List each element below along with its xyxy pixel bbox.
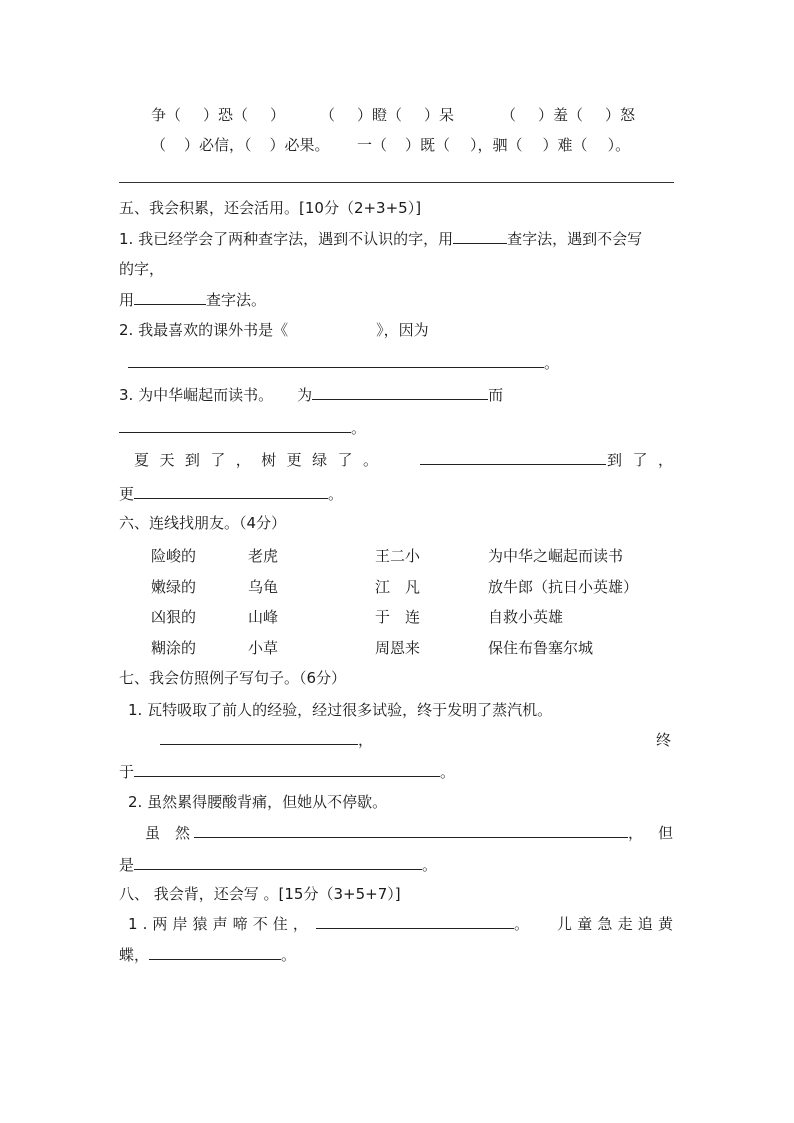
poem-blank-1[interactable] [316, 914, 514, 929]
match-r2-c1[interactable]: 嫩绿的 [151, 578, 197, 596]
match-r4-c3[interactable]: 周恩来 [375, 639, 421, 657]
ex2-dan: 但 [658, 824, 674, 842]
match-r1-c2[interactable]: 老虎 [248, 547, 279, 565]
match-r3-c4[interactable]: 自救小英雄 [488, 608, 564, 626]
q4-blank-1[interactable] [420, 450, 606, 465]
idiom-row-1c: （ ）羞（ ）怒 [501, 106, 636, 124]
q4-blank-2[interactable] [134, 484, 328, 499]
poem-blank-1-wrap: 。 [316, 914, 529, 934]
ex2-line1: ， [194, 823, 643, 843]
q3-blank-2[interactable] [119, 418, 351, 433]
ex1-zhong: 终 [656, 731, 672, 749]
match-r4-c2[interactable]: 小草 [248, 639, 279, 657]
match-r2-c3[interactable]: 江 凡 [375, 578, 421, 596]
q3-line1: 3. 为中华崛起而读书。 为 而 [119, 386, 504, 404]
q2-line2: 。 [128, 353, 559, 373]
ex1-line2: 于 。 [119, 763, 456, 781]
q4-line2: 更 。 [119, 485, 344, 503]
match-r3-c1[interactable]: 凶狠的 [151, 608, 197, 626]
q1-line3: 用 查字法。 [119, 291, 267, 309]
example-1: 1. 瓦特吸取了前人的经验，经过很多试验，终于发明了蒸汽机。 [128, 701, 553, 719]
match-r3-c2[interactable]: 山峰 [248, 608, 279, 626]
match-r1-c4[interactable]: 为中华之崛起而读书 [488, 547, 624, 565]
q2-line1: 2. 我最喜欢的课外书是《 》，因为 [119, 321, 429, 339]
divider-line [119, 182, 674, 183]
ex2-line2: 是 。 [119, 856, 438, 874]
q1-line2: 的字， [119, 260, 165, 278]
match-r3-c3[interactable]: 于 连 [375, 608, 421, 626]
idiom-row-2b: 一（ ）既（ ），驷（ ）难（ ）。 [357, 136, 631, 154]
q3-blank-1[interactable] [312, 385, 488, 400]
ex2-blank-1[interactable] [194, 823, 628, 838]
ex1-blank-1[interactable] [160, 730, 358, 745]
poem-line-1: 1 . 两 岸 猿 声 啼 不 住 ， [128, 915, 308, 933]
q1-blank-1[interactable] [453, 229, 507, 244]
idiom-row-1b: （ ）瞪（ ）呆 [320, 106, 455, 124]
ex1-line1: ， [160, 730, 373, 750]
q3-line2: 。 [119, 418, 366, 438]
section-6-title: 六、连线找朋友。（4分） [119, 514, 287, 532]
idiom-row-1a: 争（ ）恐（ ） [151, 106, 286, 124]
section-7-title: 七、我会仿照例子写句子。（6分） [119, 669, 347, 687]
match-r2-c4[interactable]: 放牛郎（抗日小英雄） [488, 578, 639, 596]
q4-sentence: 夏 天 到 了 ， 树 更 绿 了 。 [134, 451, 378, 469]
q2-reason-blank[interactable] [128, 353, 544, 368]
match-r1-c1[interactable]: 险峻的 [151, 547, 197, 565]
q4-blank-1-wrap [420, 450, 606, 470]
section-5-title: 五、我会积累，还会活用。[10分（2+3+5）] [119, 199, 422, 217]
q4-tail: 到 了 ， [607, 451, 673, 469]
example-2: 2. 虽然累得腰酸背痛，但她从不停歇。 [128, 793, 388, 811]
ex2-sui: 虽 然 [145, 824, 191, 842]
match-r4-c4[interactable]: 保住布鲁塞尔城 [488, 639, 594, 657]
section-8-title: 八、 我会背，还会写 。[15分（3+5+7）] [119, 885, 401, 903]
match-r4-c1[interactable]: 糊涂的 [151, 639, 197, 657]
poem-line-2: 蝶， 。 [119, 946, 297, 964]
poem-line-1-tail: 儿 童 急 走 追 黄 [557, 915, 673, 933]
ex1-blank-2[interactable] [134, 762, 440, 777]
idiom-row-2a: （ ）必信，（ ）必果。 [151, 136, 330, 154]
q1-line1: 1. 我已经学会了两种查字法，遇到不认识的字，用 查字法，遇到不会写 [119, 230, 643, 248]
ex2-blank-2[interactable] [134, 855, 422, 870]
match-r2-c2[interactable]: 乌龟 [248, 578, 279, 596]
poem-blank-2[interactable] [149, 945, 281, 960]
q1-blank-2[interactable] [134, 290, 206, 305]
match-r1-c3[interactable]: 王二小 [375, 547, 421, 565]
